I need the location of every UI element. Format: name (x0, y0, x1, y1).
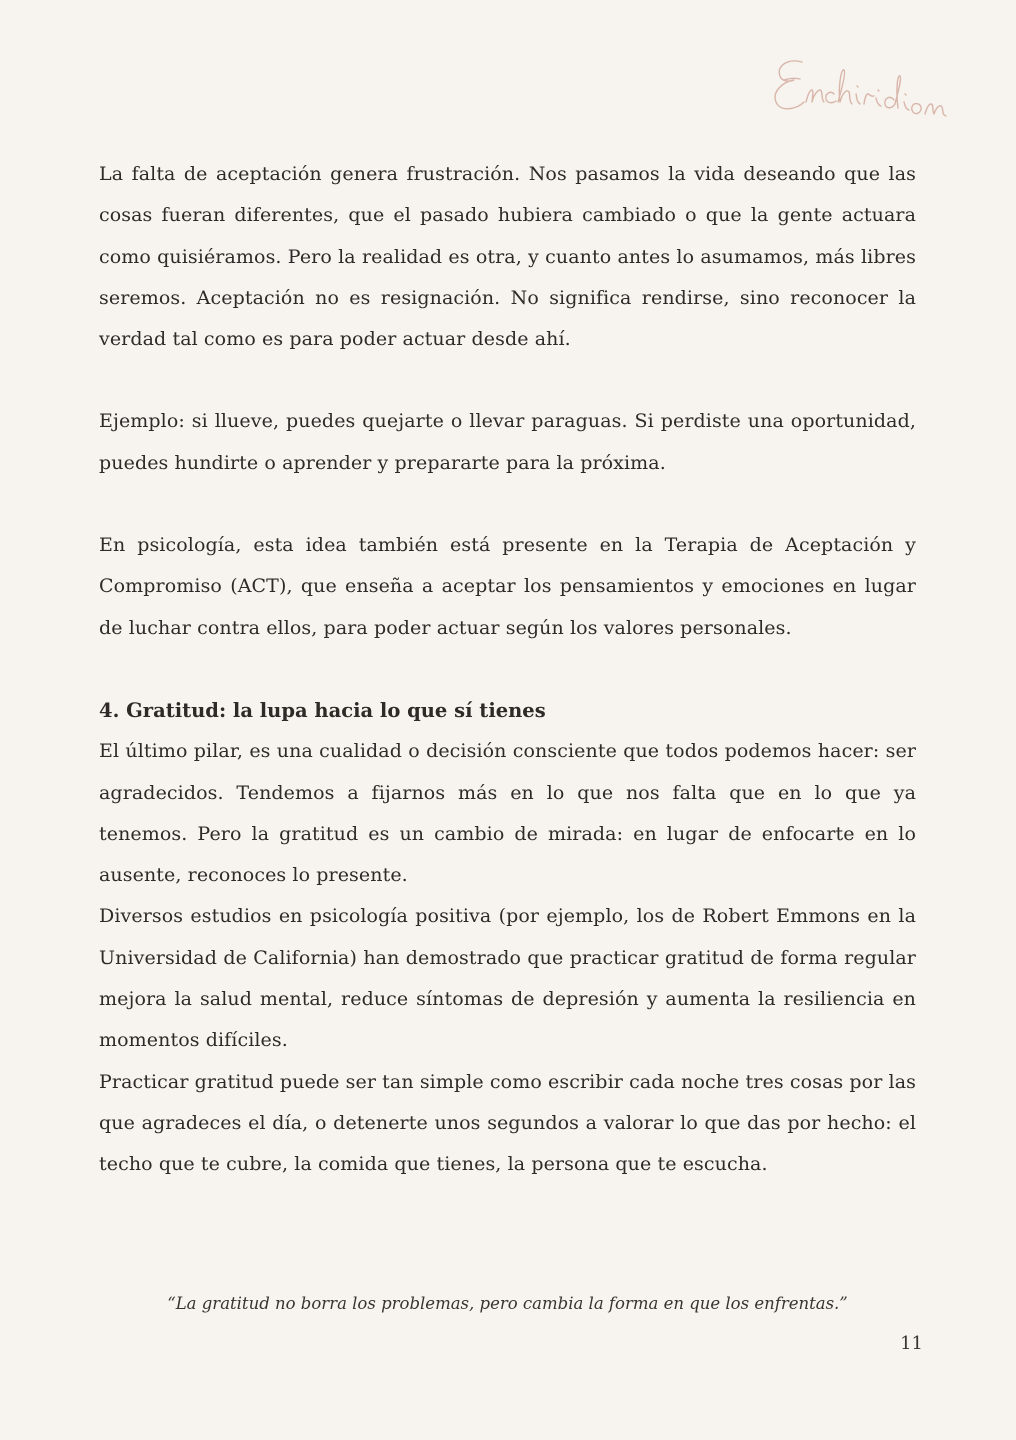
main-content (99, 154, 916, 1186)
paragraph-gap (99, 360, 916, 401)
page-number: 11 (900, 1333, 923, 1354)
enchiridion-logo (762, 44, 952, 144)
closing-quote: “La gratitud no borra los problemas, pero cambia la forma en que los enfrentas.” (167, 1293, 848, 1313)
paragraph-gratitude-studies: Diversos estudios en psicología positiva (por ejemplo, los de Robert Emmons en la Universidad de California) han demostrado que practicar gratitud de forma regular mejora la salud mental, reduce síntomas de depresión y aumenta la resiliencia en momentos difíciles. (99, 905, 916, 1052)
section-heading-gratitude: 4. Gratitud: la lupa hacia lo que sí tienes (99, 698, 546, 722)
paragraph-example: Ejemplo: si llueve, puedes quejarte o llevar paraguas. Si perdiste una oportunidad, puedes hundirte o aprender y prepararte para la próxima. (99, 410, 916, 474)
paragraph-acceptance: La falta de aceptación genera frustración. Nos pasamos la vida deseando que las cosas fueran diferentes, que el pasado hubiera cambiado o que la gente actuara como quisiéramos. Pero la realidad es otra, y cuanto antes lo asumamos, más libres seremos. Aceptación no es resignación. No significa rendirse, sino reconocer la verdad tal como es para poder actuar desde ahí. (99, 163, 916, 351)
paragraph-gratitude-practice: Practicar gratitud puede ser tan simple como escribir cada noche tres cosas por las que agradeces el día, o detenerte unos segundos a valorar lo que das por hecho: el techo que te cubre, la comida que tienes, la persona que te escucha. (99, 1070, 916, 1176)
paragraph-gap (99, 649, 916, 690)
paragraph-psychology-act: En psicología, esta idea también está presente en la Terapia de Aceptación y Compromiso (ACT), que enseña a aceptar los pensamientos y emociones en lugar de luchar contra ellos, para poder actuar según los valores personales. (99, 534, 916, 639)
paragraph-gap (99, 484, 916, 525)
paragraph-gratitude-intro: El último pilar, es una cualidad o decisión consciente que todos podemos hacer: ser agradecidos. Tendemos a fijarnos más en lo que nos falta que en lo que ya tenemos. Pero la gratitud es un cambio de mirada: en lugar de enfocarte en lo ausente, reconoces lo presente. (99, 740, 916, 887)
